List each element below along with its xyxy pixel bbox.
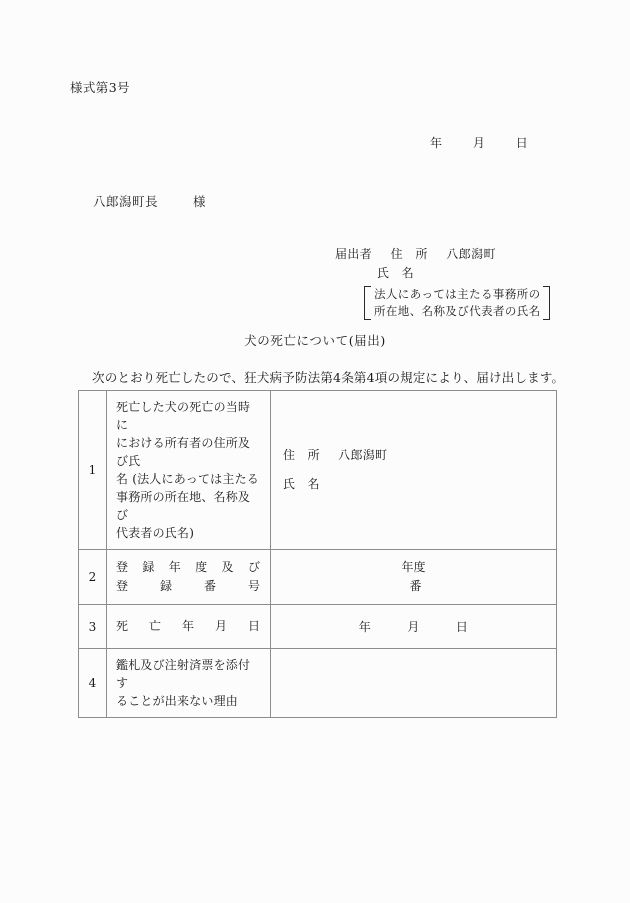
row2-l1-c2: 録	[142, 560, 155, 574]
row2-l1-c4: 度	[195, 560, 208, 574]
row3-month-label: 月	[407, 620, 420, 634]
row2-value-text	[271, 550, 556, 604]
row2-value-line-1: 年度	[401, 560, 426, 574]
row2-l1-c5: 及	[221, 560, 234, 574]
row2-l2-c4: 号	[247, 579, 260, 593]
bracket-note-text	[371, 285, 543, 321]
date-year-label: 年	[430, 136, 443, 150]
row-label-cell	[107, 550, 271, 605]
row-number-cell: 2	[79, 550, 107, 605]
row3-label-text	[107, 609, 270, 644]
row-value-cell[interactable]	[271, 550, 557, 605]
form-number: 様式第3号	[70, 80, 130, 95]
notifier-address-label: 住 所	[390, 247, 428, 261]
row2-l2-c3: 番	[203, 579, 216, 593]
row4-value-text	[271, 650, 556, 717]
row2-label-text	[107, 550, 270, 604]
row2-l1-c6: び	[247, 560, 260, 574]
bracket-note-line-1: 法人にあっては主たる事務所の	[374, 287, 541, 301]
row3-c1: 死	[116, 619, 129, 633]
row4-label-text	[107, 649, 270, 717]
notifier-address-row	[335, 245, 550, 264]
date-month-label: 月	[472, 136, 486, 150]
row3-c5: 日	[247, 619, 260, 633]
row1-label-line-3: 名 (法人にあっては主たる	[116, 472, 259, 486]
addressee-recipient: 八郎潟町長	[93, 194, 159, 209]
table-row	[79, 649, 557, 718]
row2-value-line-2: 番	[409, 579, 422, 593]
row2-l2-c2: 録	[159, 579, 172, 593]
notifier-bracket-note	[335, 285, 550, 321]
row-value-cell[interactable]	[271, 649, 557, 718]
bracket-right-icon	[543, 285, 550, 321]
row-number-cell: 4	[79, 649, 107, 718]
row3-day-label: 日	[455, 620, 469, 634]
table-row	[79, 550, 557, 605]
document-title: 犬の死亡について(届出)	[244, 333, 386, 348]
row-number-cell: 1	[79, 391, 107, 550]
form-table	[78, 390, 557, 718]
row1-label-line-4: 事務所の所在地、名称及び	[116, 490, 251, 522]
bracket-left-icon	[364, 285, 371, 321]
row-label-cell	[107, 605, 271, 649]
row1-name-label: 氏 名	[283, 477, 320, 491]
row1-label-text	[107, 391, 270, 549]
row1-label-line-1: 死亡した犬の死亡の当時に	[116, 400, 251, 432]
row-label-cell	[107, 649, 271, 718]
row1-label-line-5: 代表者の氏名)	[116, 526, 195, 540]
row4-label-line-2: ることが出来ない理由	[116, 694, 239, 708]
notifier-name-row	[335, 264, 550, 283]
notifier-label: 届出者	[335, 247, 373, 261]
row2-label-line-1	[116, 558, 260, 577]
row4-label-line-1: 鑑札及び注射済票を添付す	[116, 658, 251, 690]
row3-value-text	[271, 609, 556, 644]
row2-l2-c1: 登	[116, 579, 129, 593]
notifier-name-label: 氏 名	[377, 266, 415, 280]
row1-address-label: 住 所	[283, 448, 320, 462]
row1-address-line	[283, 441, 546, 470]
row3-label-line-1	[116, 617, 260, 636]
row1-name-line	[283, 470, 546, 499]
row2-l1-c3: 年	[168, 560, 181, 574]
row3-c4: 月	[214, 619, 227, 633]
lead-sentence: 次のとおり死亡したので、狂犬病予防法第4条第4項の規定により、届け出します。	[92, 370, 565, 385]
row2-l1-c1: 登	[116, 560, 129, 574]
row3-year-label: 年	[358, 620, 372, 634]
date-day-label: 日	[515, 136, 529, 150]
bracket-note-line-2: 所在地、名称及び代表者の氏名	[374, 304, 541, 318]
notifier-address-value: 八郎潟町	[446, 247, 496, 261]
row3-c3: 年	[181, 619, 194, 633]
date-line	[430, 134, 528, 151]
notifier-block	[335, 245, 550, 321]
row1-address-value: 八郎潟町	[338, 448, 388, 462]
row3-c2: 亡	[148, 619, 161, 633]
row1-label-line-2: における所有者の住所及び氏	[116, 436, 251, 468]
row1-value-text	[271, 431, 556, 509]
addressee	[93, 192, 206, 210]
table-row	[79, 391, 557, 550]
table-row	[79, 605, 557, 649]
row2-label-line-2	[116, 577, 260, 596]
row-value-cell[interactable]	[271, 605, 557, 649]
row-number-cell: 3	[79, 605, 107, 649]
row-value-cell[interactable]	[271, 391, 557, 550]
row-label-cell	[107, 391, 271, 550]
addressee-honorific: 様	[192, 194, 206, 209]
